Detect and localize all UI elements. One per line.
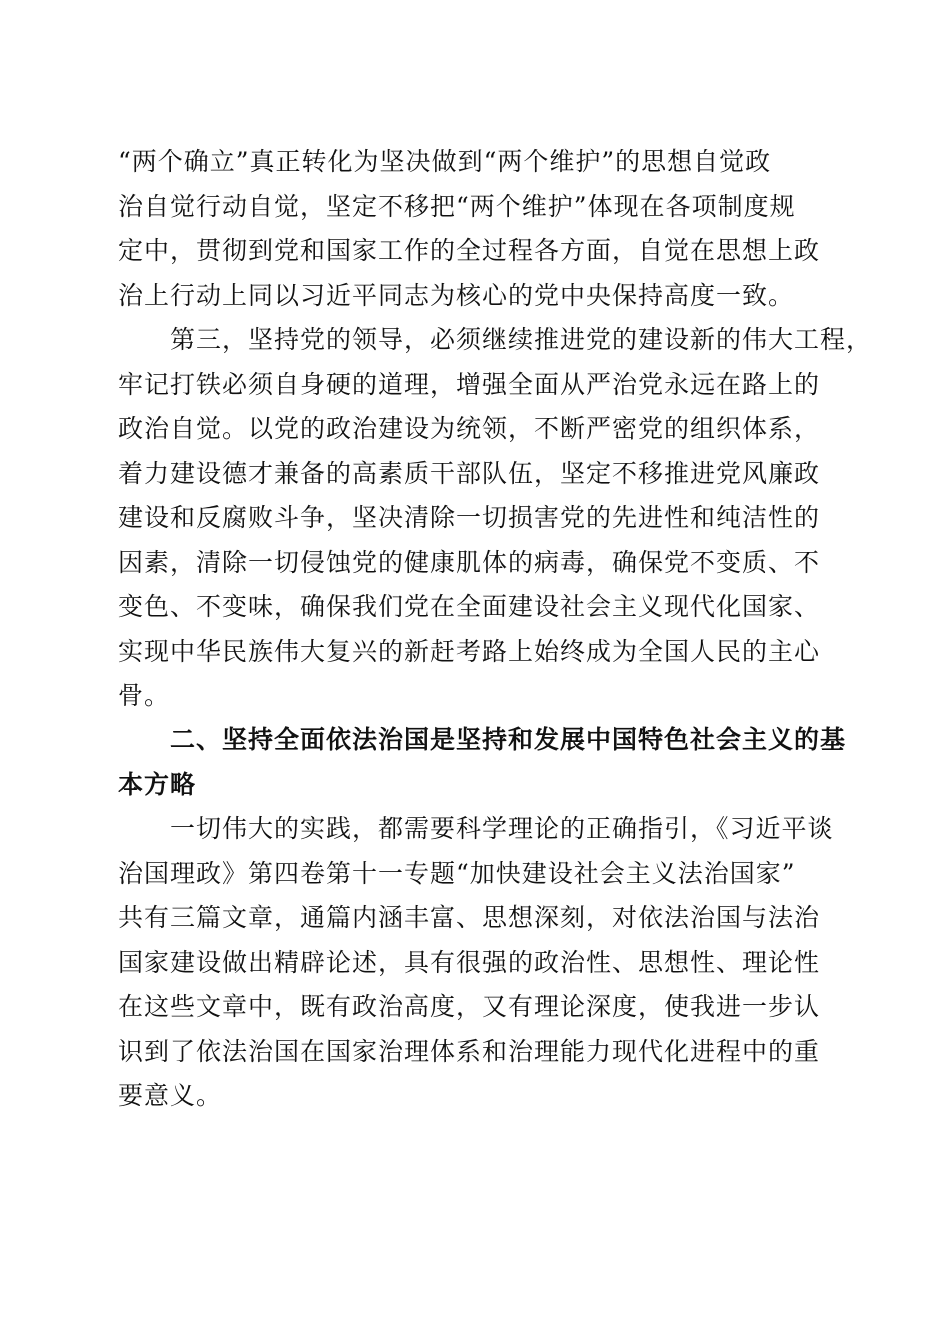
text-line: 骨。 bbox=[118, 681, 171, 710]
text-line: 着力建设德才兼备的高素质干部队伍，坚定不移推进党风廉政 bbox=[118, 458, 821, 488]
section-heading-line: 二、坚持全面依法治国是坚持和发展中国特色社会主义的基 bbox=[118, 725, 847, 754]
text-line: 政治自觉。以党的政治建设为统领，不断严密党的组织体系， bbox=[118, 414, 821, 443]
text-line: 在这些文章中，既有政治高度，又有理论深度，使我进一步认 bbox=[118, 992, 821, 1021]
text-line: 治上行动上同以习近平同志为核心的党中央保持高度一致。 bbox=[118, 280, 795, 310]
text-line: 建设和反腐败斗争，坚决清除一切损害党的先进性和纯洁性的 bbox=[118, 503, 821, 532]
text-line: 变色、不变味，确保我们党在全面建设社会主义现代化国家、 bbox=[118, 592, 821, 621]
section-heading-line: 本方略 bbox=[118, 769, 197, 799]
text-line: “两个确立”真正转化为坚决做到“两个维护”的思想自觉政 bbox=[118, 147, 772, 176]
text-line: 定中，贯彻到党和国家工作的全过程各方面，自觉在思想上政 bbox=[118, 236, 821, 265]
text-line: 实现中华民族伟大复兴的新赶考路上始终成为全国人民的主心 bbox=[118, 636, 821, 666]
text-line: 治国理政》第四卷第十一专题“加快建设社会主义法治国家” bbox=[118, 858, 796, 888]
text-line: 第三，坚持党的领导，必须继续推进党的建设新的伟大工程， bbox=[118, 325, 873, 354]
paragraph-continued bbox=[118, 140, 830, 318]
text-line: 一切伟大的实践，都需要科学理论的正确指引，《习近平谈 bbox=[118, 814, 834, 843]
text-line: 共有三篇文章，通篇内涵丰富、思想深刻，对依法治国与法治 bbox=[118, 903, 821, 932]
paragraph-third-point bbox=[118, 318, 873, 719]
text-line: 国家建设做出精辟论述，具有很强的政治性、思想性、理论性 bbox=[118, 947, 821, 977]
section-two bbox=[118, 718, 847, 1119]
text-line: 因素，清除一切侵蚀党的健康肌体的病毒，确保党不变质、不 bbox=[118, 547, 821, 577]
text-line: 识到了依法治国在国家治理体系和治理能力现代化进程中的重 bbox=[118, 1036, 821, 1066]
text-line: 要意义。 bbox=[118, 1081, 223, 1110]
text-line: 治自觉行动自觉，坚定不移把“两个维护”体现在各项制度规 bbox=[118, 191, 796, 221]
text-line: 牢记打铁必须自身硬的道理，增强全面从严治党永远在路上的 bbox=[118, 369, 821, 399]
